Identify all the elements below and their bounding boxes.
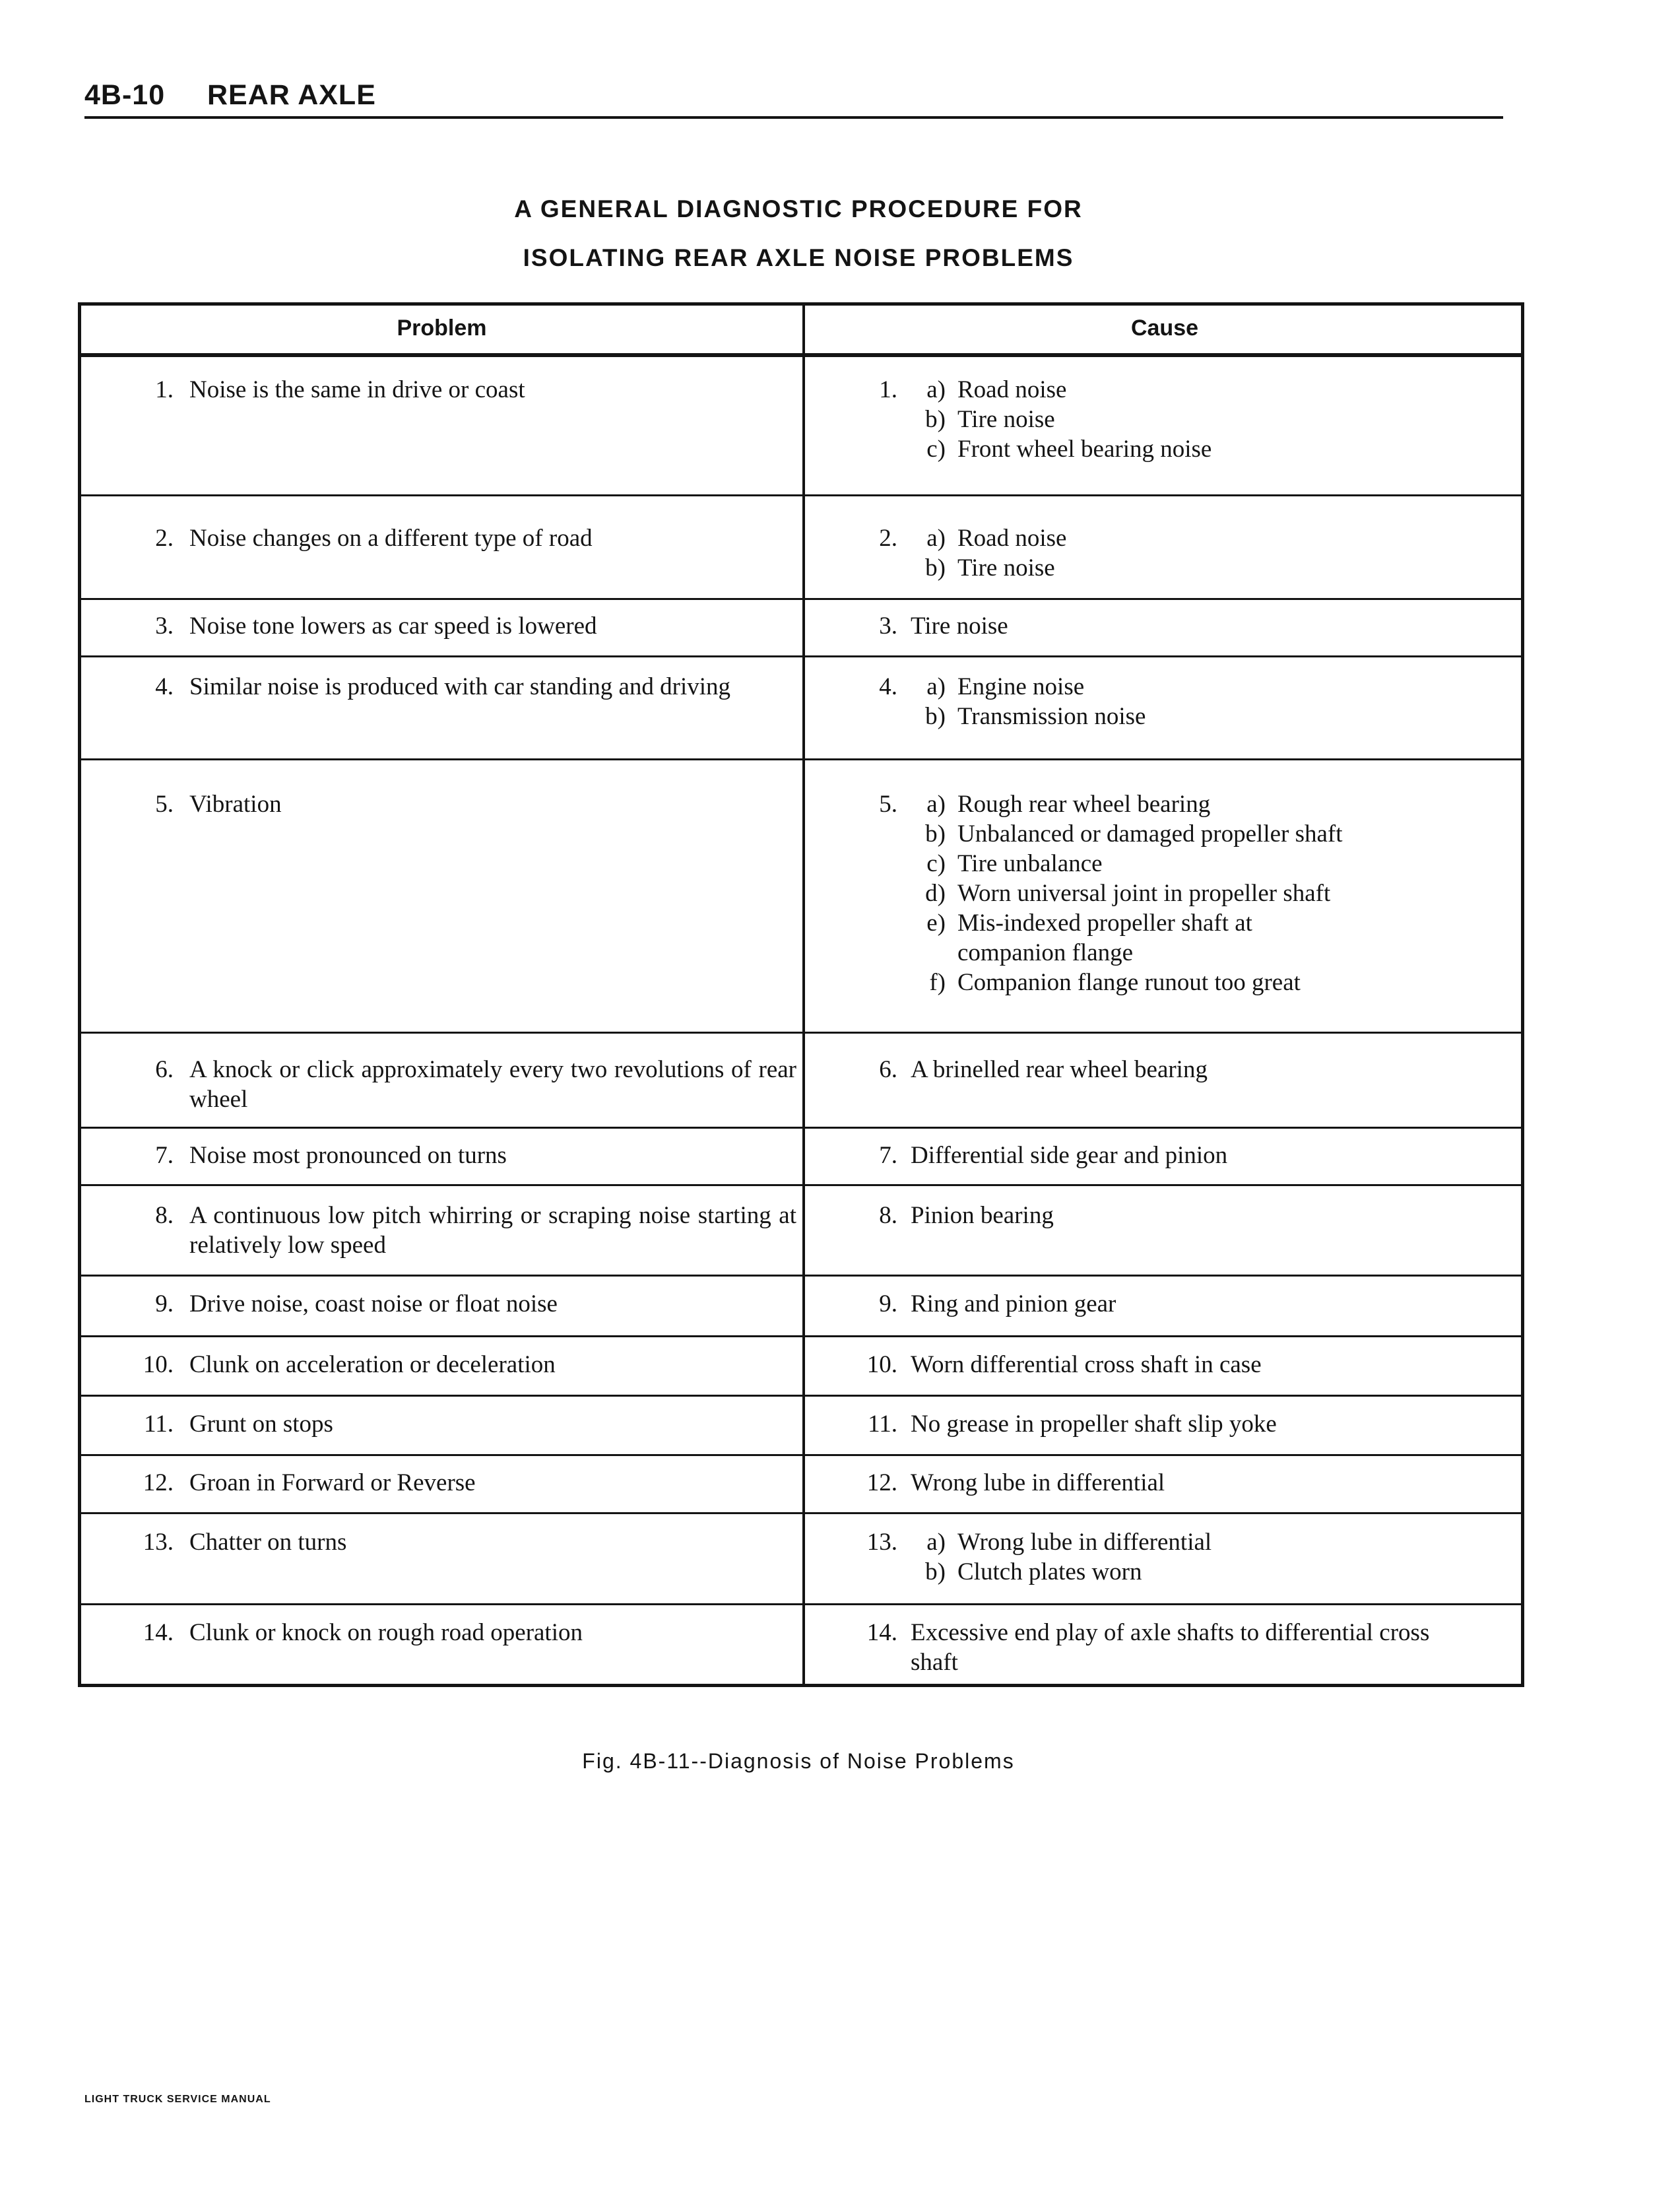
cause-letter: e) [926,910,946,937]
row-divider [81,1454,1521,1456]
cause-item [907,672,1521,702]
cause-item [907,1557,1521,1587]
cause-text: Pinion bearing [911,1202,1054,1229]
problem-number: 14. [143,1619,174,1646]
diagnosis-table [78,302,1524,1687]
column-header-problem: Problem [397,316,487,341]
cause-letter: a) [926,673,946,700]
cause-text: No grease in propeller shaft slip yoke [911,1411,1277,1438]
cause-letter: b) [925,406,946,433]
problem-number: 2. [155,525,174,552]
cause-item [907,702,1521,731]
cause-text: Differential side gear and pinion [911,1142,1228,1169]
cause-item [907,819,1521,849]
problem-number: 3. [155,613,174,640]
problem-number: 9. [155,1290,174,1317]
row-divider [81,598,1521,600]
cause-text: Road noise [957,525,1067,552]
cause-text: Wrong lube in differential [911,1469,1165,1496]
cause-item [907,523,1521,553]
cause-list [907,375,1521,464]
problem-text: Similar noise is produced with car standing and driving [189,673,731,700]
row-divider [81,1335,1521,1337]
problem-text: Noise tone lowers as car speed is lowered [189,613,597,640]
cause-list [907,1527,1521,1587]
cause-item [907,553,1521,583]
cause-number: 6. [879,1056,897,1083]
row-divider [81,1512,1521,1514]
problem-text: A knock or click approximately every two revolutions of rear wheel [189,1056,796,1113]
cause-letter: d) [925,880,946,907]
problem-text: Noise is the same in drive or coast [189,376,525,403]
cause-number: 3. [879,613,897,640]
cause-item [907,968,1521,997]
cause-number: 14. [866,1619,897,1646]
cause-letter: a) [926,1529,946,1556]
column-header-cause: Cause [1130,316,1199,341]
row-divider [81,1184,1521,1186]
cause-letter: f) [929,969,946,996]
cause-number: 1. [879,376,897,403]
problem-text: Drive noise, coast noise or float noise [189,1290,558,1317]
cause-number: 13. [866,1529,897,1556]
cause-text: Tire noise [957,406,1055,433]
page-footer: LIGHT TRUCK SERVICE MANUAL [84,2094,271,2105]
cause-text: Front wheel bearing noise [957,436,1212,463]
row-divider [81,494,1521,496]
page-header [84,78,1503,119]
cause-text: Companion flange runout too great [957,969,1301,996]
table-title-line-1: A GENERAL DIAGNOSTIC PROCEDURE FOR [514,195,1083,222]
problem-number: 7. [155,1142,174,1169]
problem-number: 6. [155,1056,174,1083]
cause-item [907,405,1521,434]
cause-text: Worn differential cross shaft in case [911,1351,1262,1378]
cause-list [907,672,1521,731]
header-rule [81,353,1521,357]
cause-item [907,1527,1521,1557]
cause-item [907,434,1521,464]
cause-text: Rough rear wheel bearing [957,791,1211,818]
problem-text: Clunk or knock on rough road operation [189,1619,583,1646]
problem-text: Grunt on stops [189,1411,333,1438]
cause-letter: c) [926,850,946,877]
row-divider [81,1032,1521,1034]
cause-letter: b) [925,1558,946,1585]
cause-text: Transmission noise [957,703,1146,730]
cause-text: Mis-indexed propeller shaft at companion flange [957,910,1252,966]
problem-text: A continuous low pitch whirring or scraping noise starting at relatively low speed [189,1202,796,1259]
row-divider [81,1603,1521,1605]
cause-number: 7. [879,1142,897,1169]
problem-text: Noise changes on a different type of road [189,525,593,552]
cause-text: Road noise [957,376,1067,403]
cause-letter: a) [926,376,946,403]
cause-text: Worn universal joint in propeller shaft [957,880,1331,907]
cause-number: 11. [868,1411,897,1438]
problem-number: 1. [155,376,174,403]
cause-letter: a) [926,525,946,552]
cause-list [907,789,1521,997]
cause-text: Tire noise [957,554,1055,582]
cause-text: Tire unbalance [957,850,1103,877]
cause-letter: b) [925,703,946,730]
cause-text: Tire noise [911,613,1008,640]
problem-number: 10. [143,1351,174,1378]
cause-letter: b) [925,554,946,582]
problem-number: 5. [155,791,174,818]
cause-text: Unbalanced or damaged propeller shaft [957,820,1343,848]
cause-text: A brinelled rear wheel bearing [911,1056,1208,1083]
problem-text: Vibration [189,791,282,818]
row-divider [81,1395,1521,1397]
figure-caption: Fig. 4B-11--Diagnosis of Noise Problems [582,1749,1015,1773]
row-divider [81,1275,1521,1277]
cause-number: 12. [866,1469,897,1496]
problem-text: Clunk on acceleration or deceleration [189,1351,556,1378]
row-divider [81,655,1521,657]
cause-text: Clutch plates worn [957,1558,1142,1585]
problem-text: Chatter on turns [189,1529,347,1556]
table-title-line-2: ISOLATING REAR AXLE NOISE PROBLEMS [523,244,1074,271]
cause-item [907,375,1521,405]
cause-number: 4. [879,673,897,700]
cause-number: 5. [879,791,897,818]
cause-number: 10. [866,1351,897,1378]
cause-text: Excessive end play of axle shafts to differential cross shaft [911,1619,1430,1676]
page-number: 4B-10 [84,79,166,111]
cause-number: 9. [879,1290,897,1317]
cause-item [907,908,1367,968]
problem-text: Noise most pronounced on turns [189,1142,507,1169]
cause-letter: a) [926,791,946,818]
cause-text: Ring and pinion gear [911,1290,1116,1317]
row-divider [81,1127,1521,1129]
cause-item [907,849,1521,879]
problem-text: Groan in Forward or Reverse [189,1469,476,1496]
problem-number: 13. [143,1529,174,1556]
cause-item [907,789,1521,819]
cause-number: 2. [879,525,897,552]
problem-number: 12. [143,1469,174,1496]
cause-letter: c) [926,436,946,463]
problem-number: 11. [144,1411,174,1438]
cause-item [907,879,1521,908]
section-title: REAR AXLE [207,79,376,111]
column-divider [802,306,805,1684]
cause-number: 8. [879,1202,897,1229]
cause-text: Engine noise [957,673,1085,700]
problem-number: 8. [155,1202,174,1229]
cause-text: Wrong lube in differential [957,1529,1212,1556]
cause-letter: b) [925,820,946,848]
row-divider [81,758,1521,760]
problem-number: 4. [155,673,174,700]
cause-list [907,523,1521,583]
